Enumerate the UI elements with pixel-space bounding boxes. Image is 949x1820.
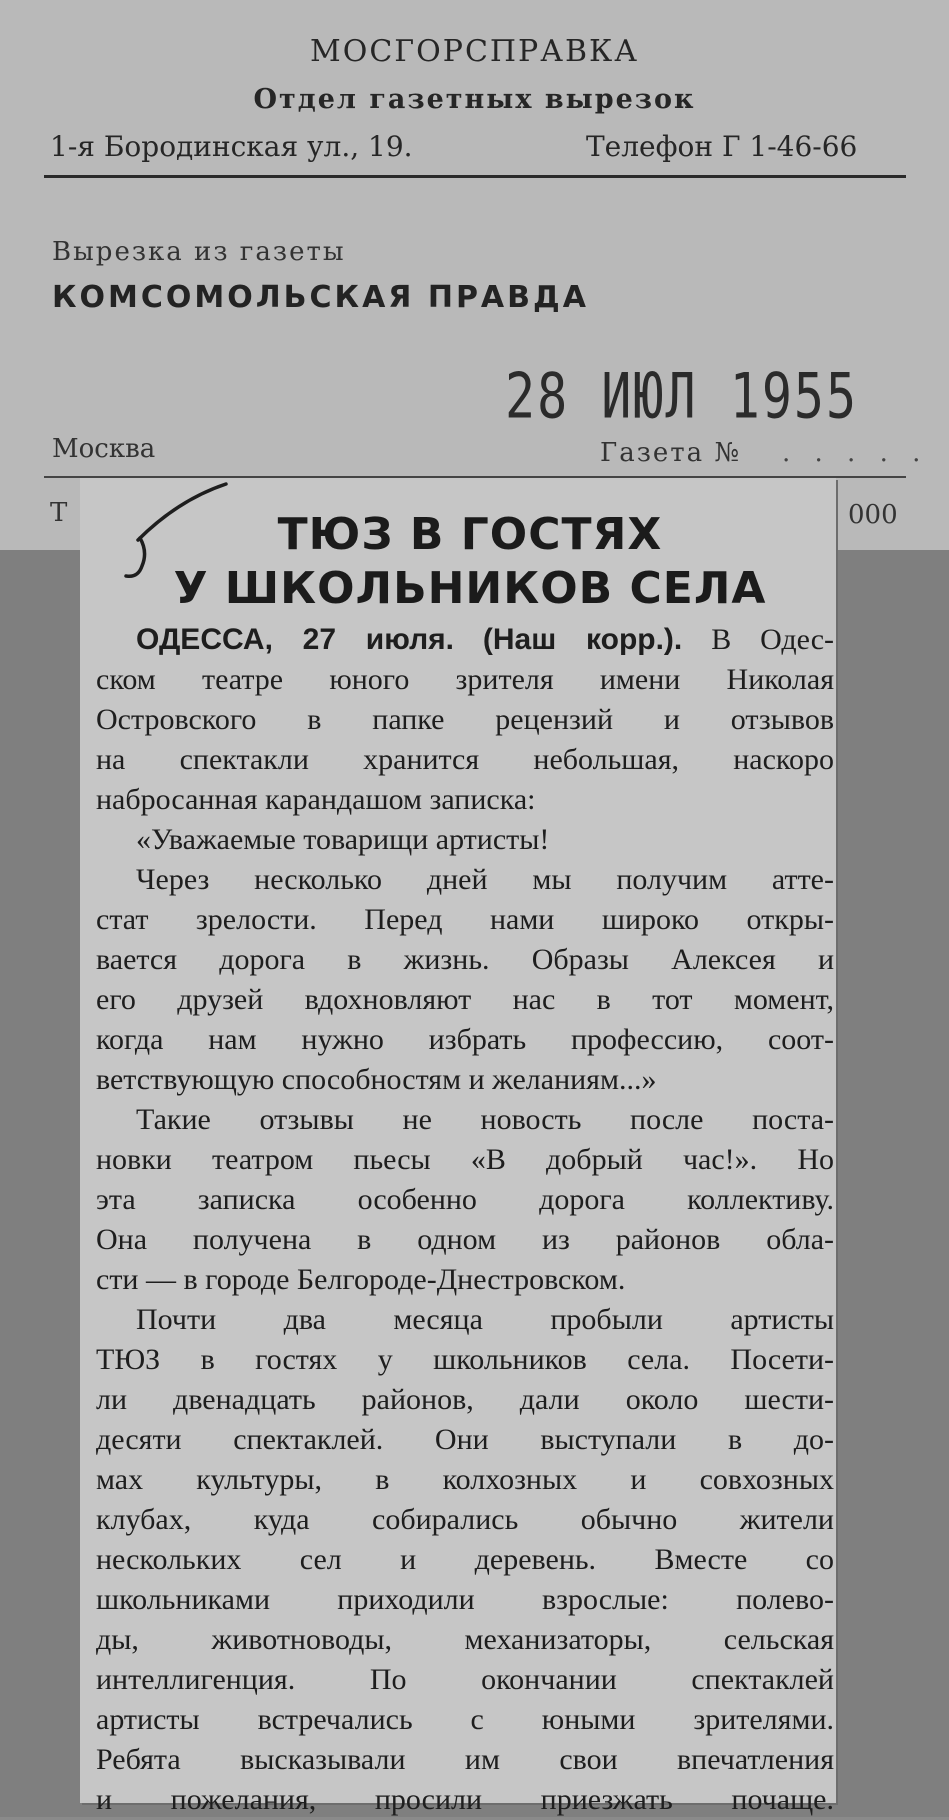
article-line: и пожелания, просили приезжать почаще. [96,1783,834,1816]
article-line: Она получена в одном из районов обла- [96,1223,834,1256]
article-line: эта записка особенно дорога коллективу. [96,1183,834,1216]
article-line: его друзей вдохновляют нас в тот момент, [96,983,834,1016]
partial-text-left: Т [50,498,68,528]
header-divider [44,175,906,178]
article-line: когда нам нужно избрать профессию, соот- [96,1023,834,1056]
article-line: Через несколько дней мы получим атте- [136,863,834,896]
article-line: школьниками приходили взрослые: полево- [96,1583,834,1616]
article-line: сти — в городе Белгороде-Днестровском. [96,1263,626,1296]
dateline-city: ОДЕССА, 27 июля. [136,623,454,656]
city-label: Москва [52,434,156,464]
gazeta-number-blank: . . . . . [782,438,929,468]
article-line: десяти спектаклей. Они выступали в до- [96,1423,834,1456]
article-line: новки театром пьесы «В добрый час!». Но [96,1143,834,1176]
article-line: клубах, куда собирались обычно жители [96,1503,834,1536]
article-line: ском театре юного зрителя имени Николая [96,663,834,696]
article-line: ОДЕССА, 27 июля. (Наш корр.). В Одес- [136,623,835,656]
article-line: вается дорога в жизнь. Образы Алексея и [96,943,834,976]
article-body [96,620,834,1820]
article-line: на спектакли хранится небольшая, наскоро [96,743,834,776]
article-line: стат зрелости. Перед нами широко откры- [96,903,834,936]
agency-name: МОСГОРСПРАВКА [310,34,639,69]
newspaper-name: КОМСОМОЛЬСКАЯ ПРАВДА [52,280,589,315]
article-line: Ребята высказывали им свои впечатления [96,1743,834,1776]
article-line: ветствующую способностям и желаниям...» [96,1063,657,1096]
dateline-correspondent: (Наш корр.). [482,623,683,656]
headline-line: У ШКОЛЬНИКОВ СЕЛА [173,563,767,614]
date-stamp: 28 ИЮЛ 1955 [505,360,859,433]
agency-address: 1-я Бородинская ул., 19. [50,130,413,163]
article-headline [150,508,790,616]
article-line: нескольких сел и деревень. Вместе со [96,1543,834,1576]
article-line: ли двенадцать районов, дали около шести- [96,1383,834,1416]
article-line: Островского в папке рецензий и отзывов [96,703,834,736]
cutting-label: Вырезка из газеты [52,237,346,267]
article-line: мах культуры, в колхозных и совхозных [96,1463,834,1496]
article-line: ды, животноводы, механизаторы, сельская [96,1623,834,1656]
article-line: «Уважаемые товарищи артисты! [136,823,550,856]
article-line: артисты встречались с юными зрителями. [96,1703,834,1736]
article-line: Такие отзывы не новость после поста- [136,1103,834,1136]
article-line: Почти два месяца пробыли артисты [136,1303,834,1336]
agency-phone: Телефон Г 1-46-66 [586,130,858,163]
department-name: Отдел газетных вырезок [253,84,696,115]
headline-line: ТЮЗ В ГОСТЯХ [277,509,663,560]
article-line: интеллигенция. По окончании спектаклей [96,1663,834,1696]
gazeta-number-label: Газета № [600,438,742,468]
partial-text-right: 000 [848,500,898,530]
article-line: ТЮЗ в гостях у школьников села. Посети- [96,1343,834,1376]
article-line: набросанная карандашом записка: [96,783,536,816]
